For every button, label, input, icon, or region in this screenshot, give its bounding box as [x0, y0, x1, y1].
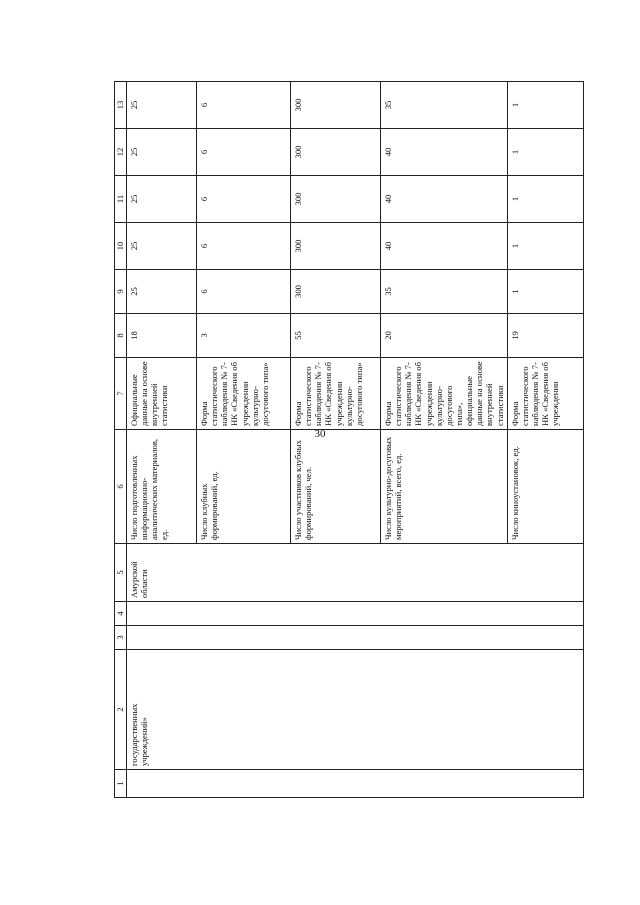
- col-header: 12: [115, 129, 127, 176]
- value-cell: 35: [381, 270, 508, 314]
- col-header: 4: [115, 602, 127, 626]
- indicator-name: Число подготовленных информационно-аналитических материалов, ед.: [127, 430, 197, 544]
- value-cell: 25: [127, 82, 197, 129]
- col-header: 5: [115, 544, 127, 602]
- indicator-name: Число культурно-досуговых мероприятий, всего, ед.: [381, 430, 508, 544]
- value-cell: 6: [197, 82, 291, 129]
- value-cell: 40: [381, 129, 508, 176]
- cell-col1: [127, 770, 584, 798]
- column-number-row: [115, 82, 127, 798]
- page-number: 30: [314, 428, 326, 440]
- col-header: 6: [115, 430, 127, 544]
- value-cell: 1: [507, 223, 583, 270]
- value-cell: 1: [507, 129, 583, 176]
- col-header: 13: [115, 82, 127, 129]
- value-cell: 25: [127, 223, 197, 270]
- col-header: 7: [115, 358, 127, 430]
- value-cell: 1: [507, 82, 583, 129]
- data-source: Официальные данные на основе внутренней статистики: [127, 358, 197, 430]
- indicators-table: [114, 81, 584, 798]
- value-cell: 20: [381, 314, 508, 358]
- table-row: [127, 82, 197, 798]
- value-cell: 40: [381, 223, 508, 270]
- value-cell: 6: [197, 270, 291, 314]
- data-source: Форма статистического наблюдения № 7-НК «Сведения об учреждении культурно-досугового типа», официальные данные на основе внутренней статистики: [381, 358, 508, 430]
- cell-col5: Амурской области: [127, 544, 584, 602]
- indicator-name: Число киноустановок, ед.: [507, 430, 583, 544]
- data-source: Форма статистического наблюдения № 7-НК «Сведения об учреждении культурно-досугового типа»: [291, 358, 381, 430]
- value-cell: 25: [127, 176, 197, 223]
- rotated-table-sheet: [114, 82, 561, 798]
- value-cell: 35: [381, 82, 508, 129]
- value-cell: 1: [507, 176, 583, 223]
- cell-col3: [127, 626, 584, 650]
- value-cell: 300: [291, 129, 381, 176]
- cell-col2: государственных учреждений»: [127, 650, 584, 770]
- data-source: Форма статистического наблюдения № 7-НК «Сведения об учреждении: [507, 358, 583, 430]
- indicator-name: Число участников клубных формирований, чел.: [291, 430, 381, 544]
- col-header: 3: [115, 626, 127, 650]
- value-cell: 6: [197, 223, 291, 270]
- col-header: 11: [115, 176, 127, 223]
- col-header: 8: [115, 314, 127, 358]
- value-cell: 300: [291, 82, 381, 129]
- value-cell: 3: [197, 314, 291, 358]
- col-header: 9: [115, 270, 127, 314]
- value-cell: 40: [381, 176, 508, 223]
- value-cell: 300: [291, 223, 381, 270]
- data-source: Форма статистического наблюдения № 7-НК «Сведения об учреждении культурно-досугового типа»: [197, 358, 291, 430]
- indicator-name: Число клубных формирований, ед.: [197, 430, 291, 544]
- value-cell: 1: [507, 270, 583, 314]
- value-cell: 19: [507, 314, 583, 358]
- value-cell: 6: [197, 129, 291, 176]
- value-cell: 300: [291, 176, 381, 223]
- value-cell: 25: [127, 270, 197, 314]
- value-cell: 18: [127, 314, 197, 358]
- value-cell: 6: [197, 176, 291, 223]
- col-header: 10: [115, 223, 127, 270]
- col-header: 2: [115, 650, 127, 770]
- cell-col4: [127, 602, 584, 626]
- value-cell: 55: [291, 314, 381, 358]
- col-header: 1: [115, 770, 127, 798]
- value-cell: 25: [127, 129, 197, 176]
- value-cell: 300: [291, 270, 381, 314]
